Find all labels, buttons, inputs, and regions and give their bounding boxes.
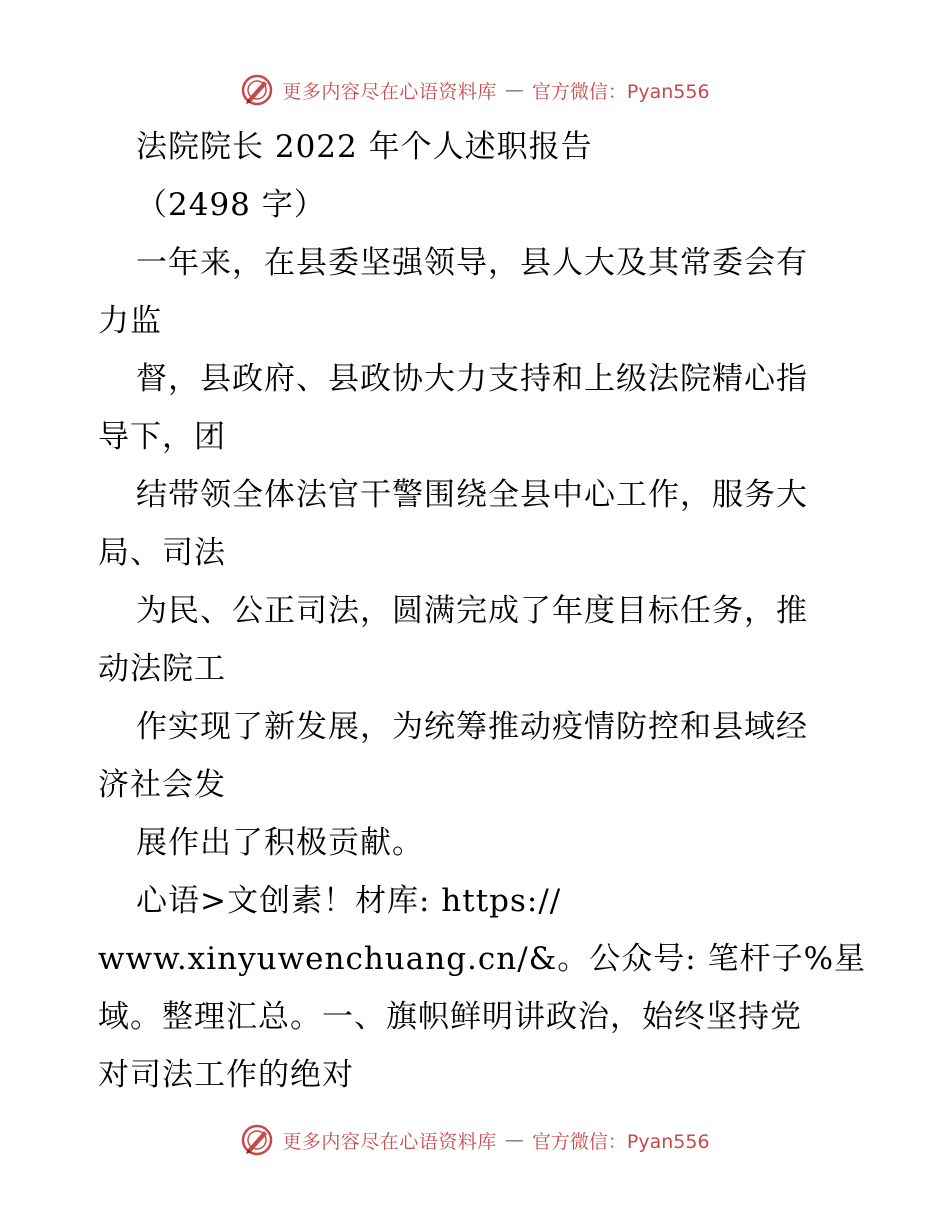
- watermark-contact: 官方微信：Pyan556: [531, 80, 710, 103]
- paragraph-line: 一年来，在县委坚强领导，县人大及其常委会有: [136, 245, 808, 281]
- document-title: 法院院长 2022 年个人述职报告: [136, 129, 593, 165]
- watermark-separator: —: [504, 79, 524, 101]
- paragraph-line: 对司法工作的绝对: [98, 1057, 354, 1093]
- watermark-site-text: 更多内容尽在心语资料库: [282, 80, 497, 103]
- paragraph-line: 局、司法: [98, 535, 226, 571]
- footer-watermark: [0, 1120, 950, 1160]
- header-watermark: [0, 70, 950, 110]
- pen-logo-icon: [240, 73, 274, 107]
- paragraph-line: 力监: [98, 303, 162, 339]
- pen-logo-icon: [240, 1123, 274, 1157]
- paragraph-line: www.xinyuwenchuang.cn/&。公众号: 笔杆子%星: [98, 941, 867, 977]
- watermark-site-text: 更多内容尽在心语资料库: [282, 1130, 497, 1153]
- document-body: [98, 118, 867, 1104]
- paragraph-line: 展作出了积极贡献。: [136, 825, 424, 861]
- watermark-separator: —: [504, 1129, 524, 1151]
- paragraph-line: 结带领全体法官干警围绕全县中心工作，服务大: [136, 477, 808, 513]
- paragraph-line: 心语>文创素！材库: https://: [136, 883, 562, 919]
- paragraph-line: 督，县政府、县政协大力支持和上级法院精心指: [136, 361, 808, 397]
- paragraph-line: 动法院工: [98, 651, 226, 687]
- watermark-contact: 官方微信：Pyan556: [531, 1130, 710, 1153]
- paragraph-line: 济社会发: [98, 767, 226, 803]
- word-count: （2498 字）: [136, 187, 326, 223]
- paragraph-line: 域。整理汇总。一、旗帜鲜明讲政治，始终坚持党: [98, 999, 802, 1035]
- paragraph-line: 为民、公正司法，圆满完成了年度目标任务，推: [136, 593, 808, 629]
- paragraph-line: 作实现了新发展，为统筹推动疫情防控和县域经: [136, 709, 808, 745]
- paragraph-line: 导下，团: [98, 419, 226, 455]
